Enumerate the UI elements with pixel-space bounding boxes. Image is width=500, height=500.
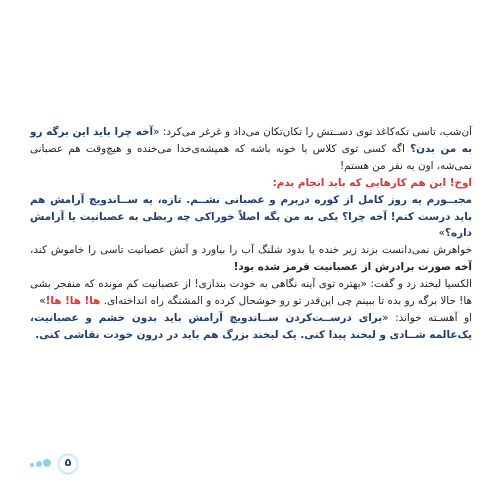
- small-bubble-icon: [36, 461, 42, 467]
- narration: خواهرش نمی‌دانست بزند زیر خنده یا بدود شلنگ آب را بیاورد و آتش عصبانیت تاسی را خاموش کند،: [30, 244, 472, 257]
- narration: الکسیا لبخند زد و گفت: «بهتره توی آینه نگاهی به خودت بندازی! از عصبانیت کم مونده که منفجر بشی ها! حالا برگه رو بده تا ببینم چی این‌قدر تو رو خوشحال کرده و المشنگه راه انداخته‌ای.: [30, 278, 472, 308]
- highlighted-exclamation: اوخ! این هم کارهایی که باید انجام بدم:: [272, 176, 472, 189]
- bold-sentence: آخه صورت برادرش از عصبانیت قرمز شده بود!: [233, 261, 472, 274]
- paragraph-4: [30, 242, 472, 276]
- page-number: ۵: [64, 456, 72, 469]
- highlighted-quote: آخه چرا باید این برگه رو به من بدن؟: [30, 126, 472, 155]
- quote-mark: »: [438, 227, 445, 240]
- quote-mark: »: [39, 295, 46, 308]
- paragraph-6: [30, 310, 472, 344]
- small-bubble-icon: [43, 459, 51, 467]
- narration: آن‌شب، تاسی تکه‌کاغذ توی دســتش را تکان‌تکان می‌داد و غرغر می‌کرد: «: [153, 126, 473, 138]
- story-text-block: [30, 124, 472, 344]
- paragraph-3: [30, 192, 472, 243]
- paragraph-1: [30, 124, 472, 175]
- highlighted-quote: مجبــورم یه روز کامل از کوره دربرم و عصبانی نشــم. تازه، یه ســاندویچ آرامش هم باید درست کنم! آخه چرا؟ یکی به من بگه اصلاً خوراکی چه ربطی به عصبانیت یا آرامش داره؟: [30, 193, 472, 240]
- small-bubble-icon: [30, 463, 34, 467]
- paragraph-5: [30, 276, 472, 310]
- narration: اگه کسی توی کلاس یا خونه باشه که همیشه‌ی‌خدا می‌خنده و هیچ‌وقت هم عصبانی نمی‌شه، اون یه نفر من هستم!: [30, 142, 472, 172]
- laughter-text: ها! ها! ها!: [45, 295, 101, 308]
- narration: او آهسـته خواند: «: [382, 311, 472, 324]
- paragraph-2: [30, 175, 472, 192]
- highlighted-quote: برای درســت‌کردن ســاندویچ آرامش باید بدون خشم و عصبانیت، یک‌عالمه شــادی و لبخند پیدا کنی. یک لبخند بزرگ هم باید در درون خودت نقاشی کنی.: [30, 311, 472, 341]
